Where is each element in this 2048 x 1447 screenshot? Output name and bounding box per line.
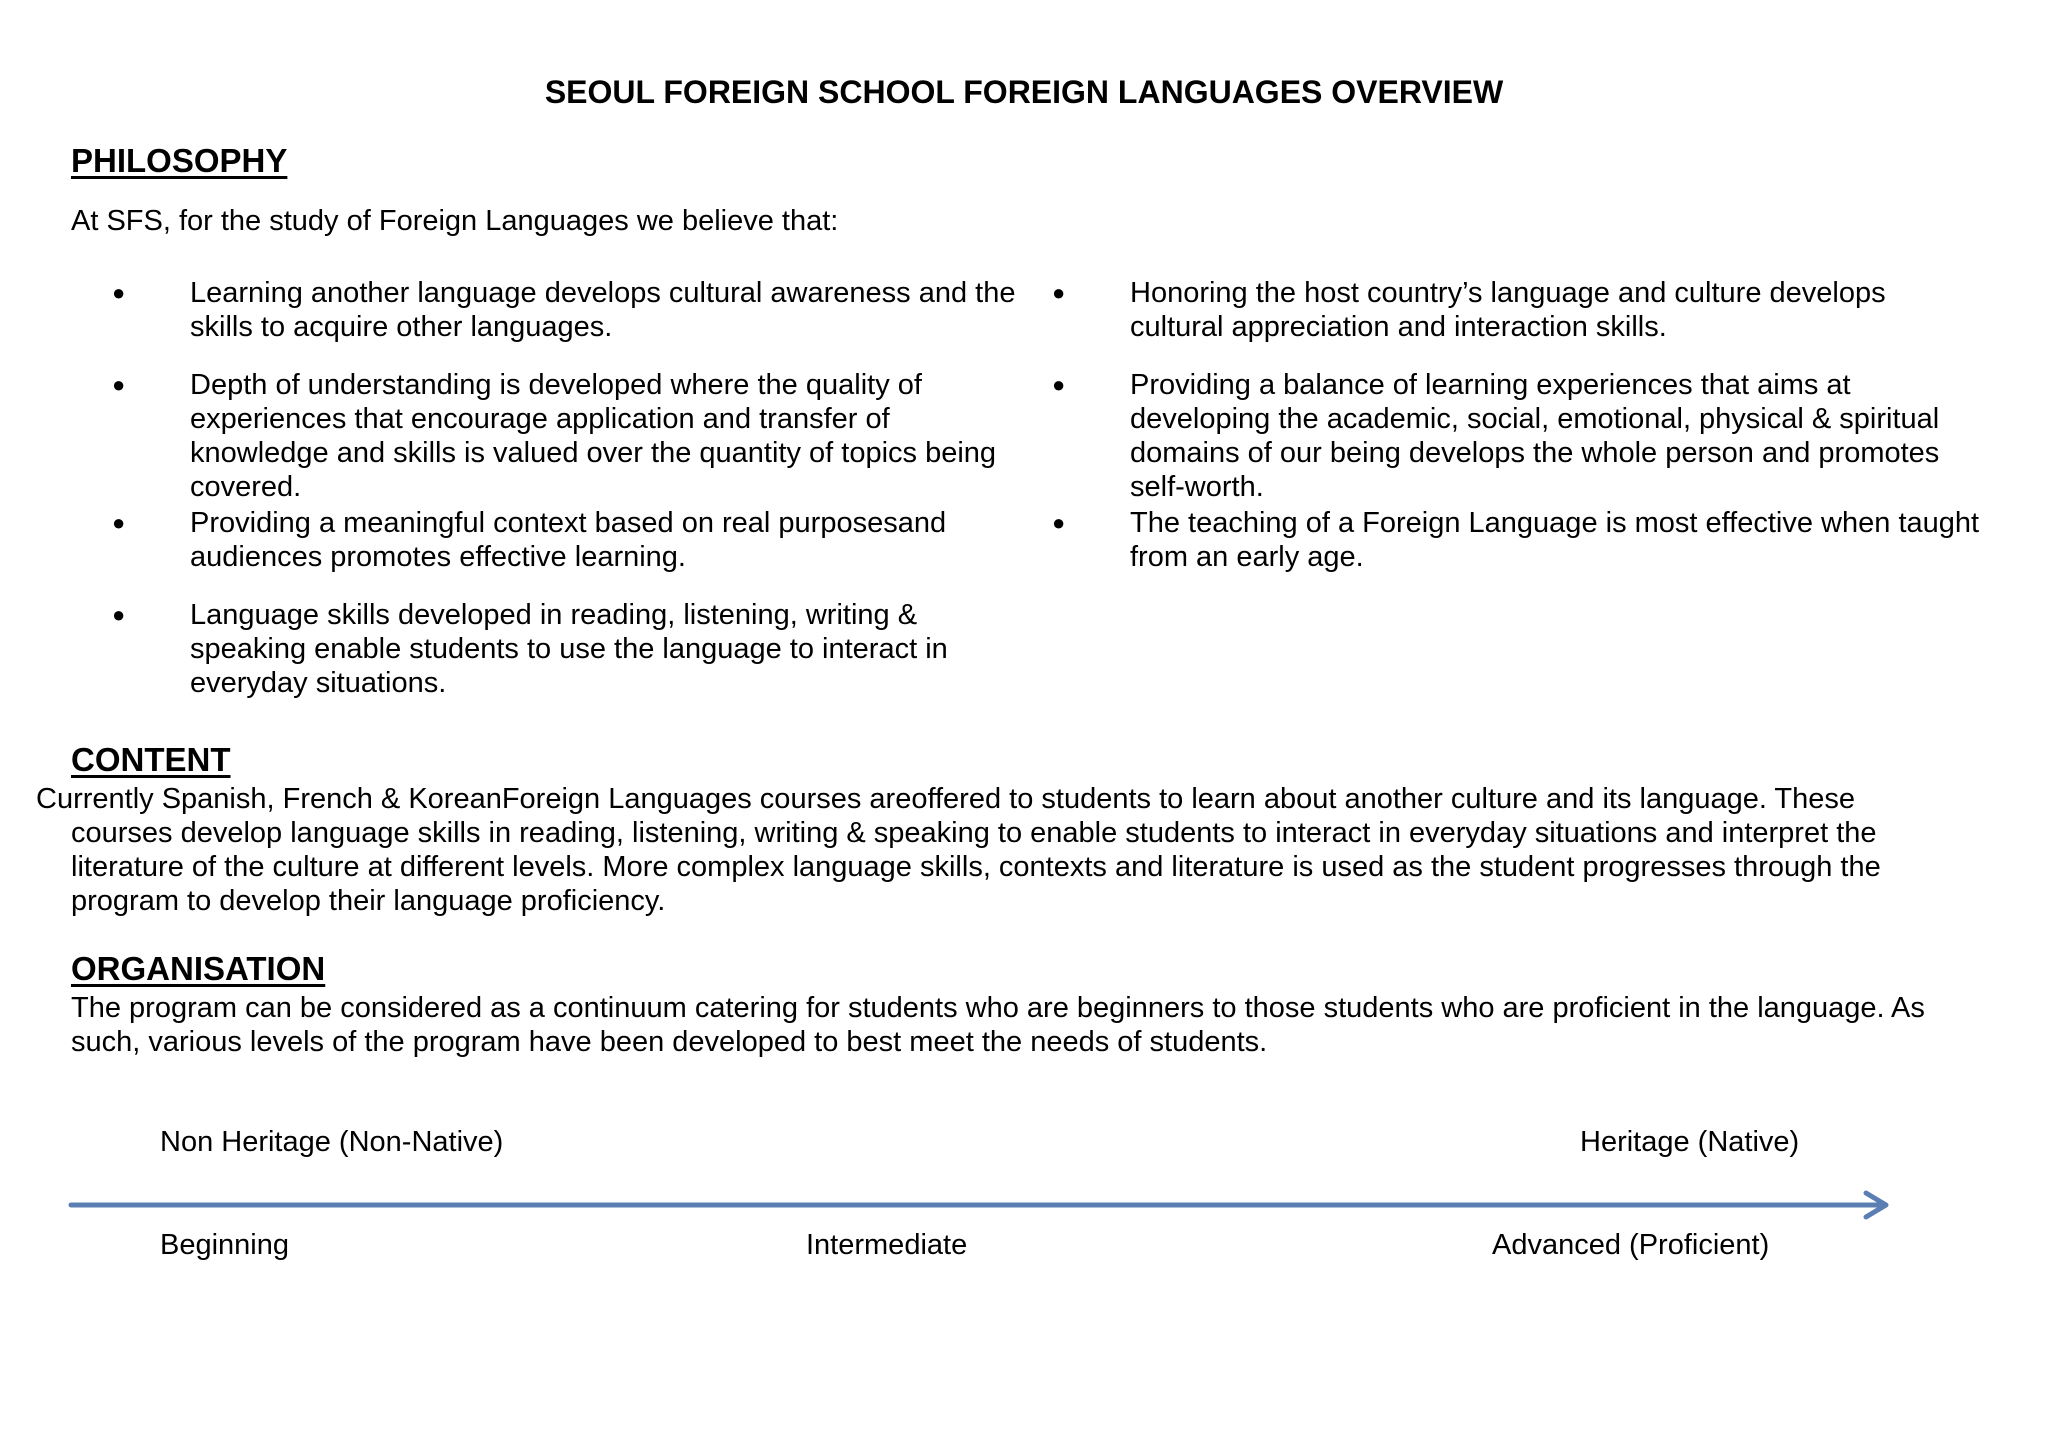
philosophy-intro: At SFS, for the study of Foreign Languages we believe that: <box>71 205 839 237</box>
heritage-label: Heritage (Native) <box>1580 1126 1800 1158</box>
content-body: Currently Spanish, French & KoreanForeign Languages courses areoffered to students to learn about another culture and its language. These courses develop language skills in reading, listening, writing & speaking to enable students to interact in everyday situations and interpret the literature of the culture at different levels. More complex language skills, contexts and literature is used as the student progresses through the program to develop their language proficiency. <box>36 783 1881 917</box>
non-heritage-label: Non Heritage (Non-Native) <box>160 1126 504 1158</box>
bullet-icon: ● <box>112 372 126 397</box>
bullet-icon: ● <box>112 602 126 627</box>
list-item-text: Learning another language develops cultural awareness and the skills to acquire other languages. <box>190 277 1016 343</box>
list-item-text: Depth of understanding is developed where the quality of experiences that encourage application and transfer of knowledge and skills is valued over the quantity of topics being covered. <box>190 369 997 503</box>
organisation-heading: ORGANISATION <box>71 950 326 987</box>
page-title: SEOUL FOREIGN SCHOOL FOREIGN LANGUAGES OVERVIEW <box>544 74 1504 110</box>
bullet-icon: ● <box>1052 280 1066 305</box>
list-item-text: Providing a balance of learning experiences that aims at developing the academic, social, emotional, physical & spiritual domains of our being develops the whole person and promotes self-worth. <box>1130 369 1940 503</box>
content-heading: CONTENT <box>71 741 231 778</box>
list-item-text: The teaching of a Foreign Language is most effective when taught from an early age. <box>1130 507 1980 573</box>
bullet-icon: ● <box>1052 372 1066 397</box>
list-item-text: Honoring the host country’s language and culture develops cultural appreciation and interaction skills. <box>1130 277 1886 343</box>
organisation-body: The program can be considered as a continuum catering for students who are beginners to those students who are proficient in the language. As such, various levels of the program have been developed to best meet the needs of students. <box>71 992 1925 1058</box>
advanced-label: Advanced (Proficient) <box>1492 1229 1770 1261</box>
bullet-icon: ● <box>1052 510 1066 535</box>
list-item-text: Language skills developed in reading, listening, writing & speaking enable students to use the language to interact in everyday situations. <box>190 599 948 699</box>
bullet-icon: ● <box>112 280 126 305</box>
beginning-label: Beginning <box>160 1229 289 1261</box>
intermediate-label: Intermediate <box>806 1229 968 1261</box>
philosophy-heading: PHILOSOPHY <box>71 142 288 179</box>
bullet-icon: ● <box>112 510 126 535</box>
list-item-text: Providing a meaningful context based on real purposesand audiences promotes effective learning. <box>190 507 947 573</box>
